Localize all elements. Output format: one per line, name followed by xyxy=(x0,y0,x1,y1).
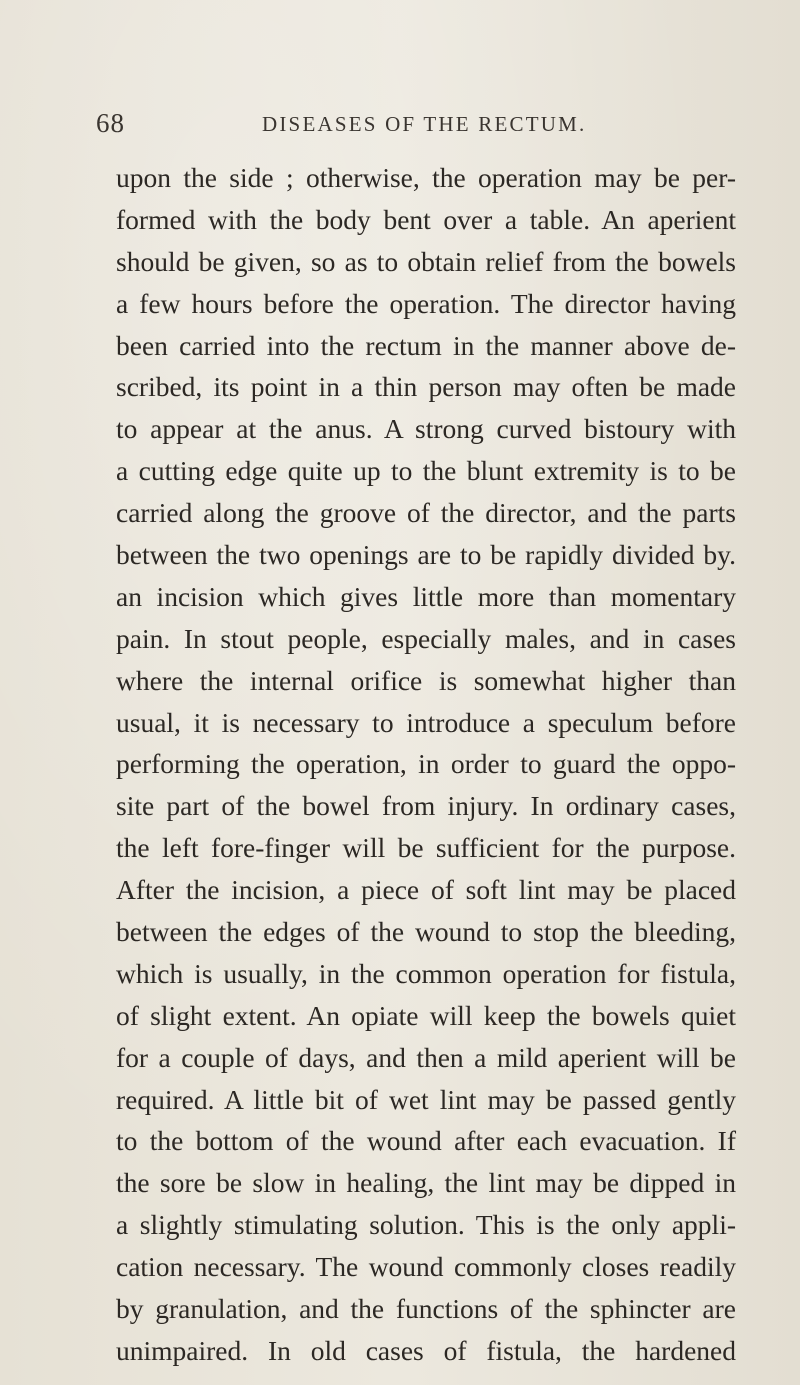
text-line: scribed, its point in a thin person may often be made xyxy=(116,371,736,403)
text-line: upon the side ; otherwise, the operation may be per- xyxy=(116,162,736,193)
text-line: to the bottom of the wound after each evacuation. If xyxy=(116,1125,736,1157)
text-line: a few hours before the operation. The director having xyxy=(116,287,736,319)
text-line: cation necessary. The wound commonly closes readily xyxy=(116,1251,736,1283)
text-line: formed with the body bent over a table. An aperient xyxy=(116,203,736,235)
text-line: site part of the bowel from injury. In ordinary cases, xyxy=(116,790,736,822)
text-line: which is usually, in the common operation for fistula, xyxy=(116,957,736,989)
text-line: been carried into the rectum in the manner above de- xyxy=(116,329,736,361)
text-line: the sore be slow in healing, the lint may be dipped in xyxy=(116,1167,736,1199)
text-line: for a couple of days, and then a mild aperient will be xyxy=(116,1041,736,1073)
text-line: required. A little bit of wet lint may be passed gently xyxy=(116,1083,736,1115)
text-line: where the internal orifice is somewhat higher than xyxy=(116,664,736,696)
text-line: pain. In stout people, especially males, and in cases xyxy=(116,622,736,654)
text-line: the left fore-finger will be sufficient for the purpose. xyxy=(116,832,736,864)
page-number: 68 xyxy=(96,108,125,138)
text-line: a cutting edge quite up to the blunt extremity is to be xyxy=(116,455,736,487)
text-line: between the edges of the wound to stop the bleeding, xyxy=(116,916,736,948)
page-header xyxy=(0,108,800,142)
text-line: carried along the groove of the director, and the parts xyxy=(116,497,736,529)
body-text xyxy=(116,157,736,1372)
text-line: by granulation, and the functions of the sphincter are xyxy=(116,1293,736,1325)
text-line: between the two openings are to be rapidly divided by. xyxy=(116,539,736,571)
text-line: unimpaired. In old cases of fistula, the hardened xyxy=(116,1334,736,1366)
text-line: to appear at the anus. A strong curved bistoury with xyxy=(116,413,736,445)
text-line: should be given, so as to obtain relief from the bowels xyxy=(116,245,736,277)
text-line: a slightly stimulating solution. This is the only appli- xyxy=(116,1209,736,1241)
text-line: After the incision, a piece of soft lint may be placed xyxy=(116,874,736,906)
text-line: of slight extent. An opiate will keep the bowels quiet xyxy=(116,999,736,1031)
text-line: an incision which gives little more than momentary xyxy=(116,580,736,612)
text-line: performing the operation, in order to guard the oppo- xyxy=(116,748,736,780)
running-head: DISEASES OF THE RECTUM. xyxy=(262,112,587,136)
text-line: usual, it is necessary to introduce a speculum before xyxy=(116,706,736,738)
